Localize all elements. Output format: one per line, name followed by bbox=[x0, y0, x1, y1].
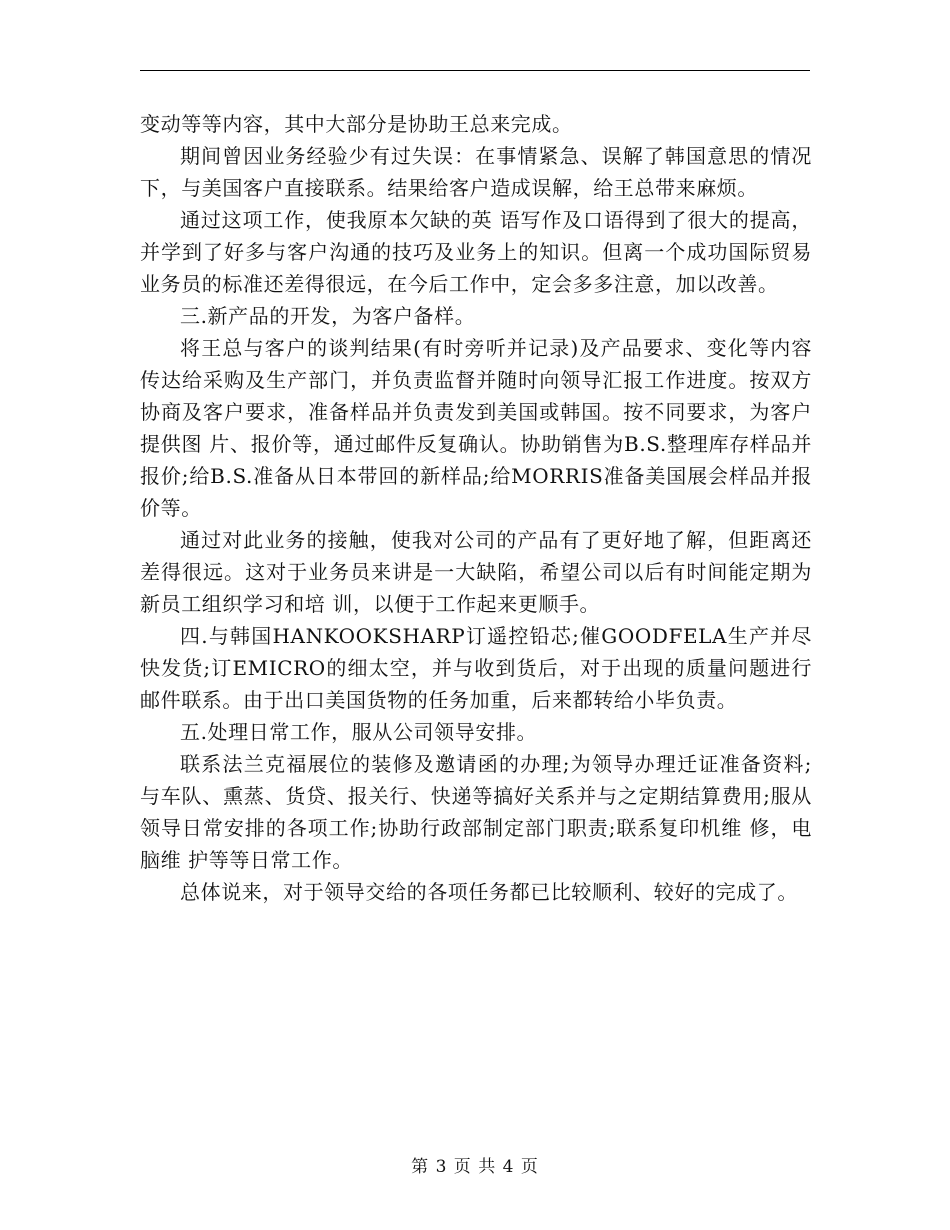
paragraph-product-knowledge: 通过对此业务的接触，使我对公司的产品有了更好地了解，但距离还差得很远。这对于业务员来讲是一大缺陷，希望公司以后有时间能定期为新员工组织学习和培 训，以便于工作起来更顺手。 bbox=[140, 528, 812, 616]
paragraph-summary: 总体说来，对于领导交给的各项任务都已比较顺利、较好的完成了。 bbox=[180, 880, 798, 904]
section-heading-new-products: 三.新产品的开发，为客户备样。 bbox=[180, 304, 476, 328]
paragraph-samples: 将王总与客户的谈判结果(有时旁听并记录)及产品要求、变化等内容传达给采购及生产部门，并负责监督并随时向领导汇报工作进度。按双方协商及客户要求，准备样品并负责发到美国或韩国。按不同要求，为客户提供图 片、报价等，通过邮件反复确认。协助销售为B.S.整理库存样品并报价;给B.S.准备从日本带回的新样品;给MORRIS准备美国展会样品并报价等。 bbox=[140, 336, 812, 520]
section-korea-orders: 四.与韩国HANKOOKSHARP订遥控铅芯;催GOODFELA生产并尽快发货;订EMICRO的细太空，并与收到货后，对于出现的质量问题进行邮件联系。由于出口美国货物的任务加重，后来都转给小毕负责。 bbox=[140, 624, 812, 712]
paragraph-daily-tasks: 联系法兰克福展位的装修及邀请函的办理;为领导办理迁证准备资料;与车队、熏蒸、货贷、报关行、快递等搞好关系并与之定期结算费用;服从领导日常安排的各项工作;协助行政部制定部门职责;联系复印机维 修，电脑维 护等等日常工作。 bbox=[140, 752, 812, 872]
header-rule bbox=[140, 70, 810, 71]
document-body bbox=[140, 108, 812, 908]
section-heading-daily-work: 五.处理日常工作，服从公司领导安排。 bbox=[180, 720, 538, 744]
paragraph-mistake: 期间曾因业务经验少有过失误：在事情紧急、误解了韩国意思的情况下，与美国客户直接联系。结果给客户造成误解，给王总带来麻烦。 bbox=[140, 144, 812, 200]
paragraph-continuation: 变动等等内容，其中大部分是协助王总来完成。 bbox=[140, 112, 573, 136]
paragraph-improvement: 通过这项工作，使我原本欠缺的英 语写作及口语得到了很大的提高，并学到了好多与客户沟通的技巧及业务上的知识。但离一个成功国际贸易业务员的标准还差得很远，在今后工作中，定会多多注意，加以改善。 bbox=[140, 208, 812, 296]
page-number: 第 3 页 共 4 页 bbox=[411, 1157, 539, 1177]
